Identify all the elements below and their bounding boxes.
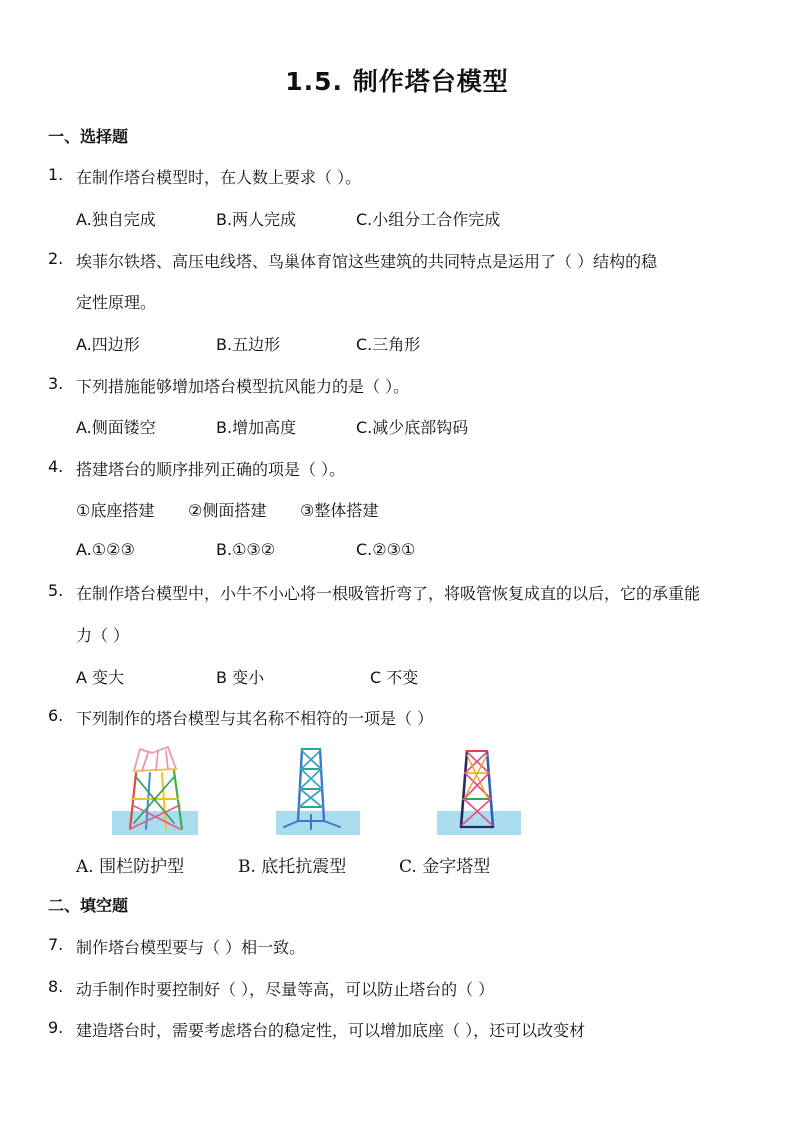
option-a: A.侧面镂空: [76, 418, 156, 437]
option-c: C.减少底部钩码: [356, 418, 469, 437]
option-b: B 变小: [216, 668, 265, 687]
image-caption-a: A. 围栏防护型: [76, 857, 185, 877]
option-c: C.小组分工合作完成: [356, 210, 501, 229]
question-number: 7.: [48, 935, 64, 954]
question-text: 在制作塔台模型时，在人数上要求（ ）。: [76, 168, 362, 187]
option-a: A.四边形: [76, 335, 140, 354]
question-text: 动手制作时要控制好（ ），尽量等高，可以防止塔台的（ ）: [76, 980, 495, 999]
image-caption-c: C. 金字塔型: [399, 857, 491, 877]
section-heading-fill: 二、填空题: [48, 896, 129, 915]
question-number: 4.: [48, 457, 64, 476]
section-heading-choice: 一、选择题: [48, 127, 129, 146]
tower-model-c-image: [435, 743, 521, 837]
tower-model-b-image: [274, 743, 360, 837]
tower-model-a-image: [112, 743, 198, 837]
option-c: C.三角形: [356, 335, 421, 354]
option-b: B.增加高度: [216, 418, 297, 437]
option-a: A.①②③: [76, 540, 135, 559]
option-b: B.五边形: [216, 335, 281, 354]
question-number: 6.: [48, 706, 64, 725]
question-number: 9.: [48, 1018, 64, 1037]
step-2: ②侧面搭建: [188, 501, 267, 520]
step-3: ③整体搭建: [300, 501, 379, 520]
question-text-continued: 力（ ）: [76, 626, 130, 645]
question-number: 3.: [48, 374, 64, 393]
question-text: 在制作塔台模型中，小牛不小心将一根吸管折弯了，将吸管恢复成直的以后，它的承重能: [76, 584, 701, 603]
question-number: 5.: [48, 581, 64, 600]
option-c: C 不变: [370, 668, 419, 687]
question-text: 建造塔台时，需要考虑塔台的稳定性，可以增加底座（ ），还可以改变材: [76, 1021, 586, 1040]
question-number: 2.: [48, 249, 64, 268]
question-number: 1.: [48, 165, 64, 184]
option-b: B.两人完成: [216, 210, 297, 229]
option-a: A.独自完成: [76, 210, 156, 229]
option-a: A 变大: [76, 668, 125, 687]
step-1: ①底座搭建: [76, 501, 155, 520]
question-text: 下列措施能够增加塔台模型抗风能力的是（ ）。: [76, 377, 410, 396]
option-c: C.②③①: [356, 540, 416, 559]
question-text: 搭建塔台的顺序排列正确的项是（ ）。: [76, 460, 346, 479]
option-b: B.①③②: [216, 540, 276, 559]
question-text: 埃菲尔铁塔、高压电线塔、鸟巢体育馆这些建筑的共同特点是运用了（ ）结构的稳: [76, 252, 658, 271]
question-text: 制作塔台模型要与（ ）相一致。: [76, 938, 306, 957]
question-number: 8.: [48, 977, 64, 996]
question-text-continued: 定性原理。: [76, 293, 157, 312]
image-caption-b: B. 底托抗震型: [238, 857, 347, 877]
page-title: 1.5. 制作塔台模型: [285, 67, 509, 96]
question-text: 下列制作的塔台模型与其名称不相符的一项是（ ）: [76, 709, 434, 728]
